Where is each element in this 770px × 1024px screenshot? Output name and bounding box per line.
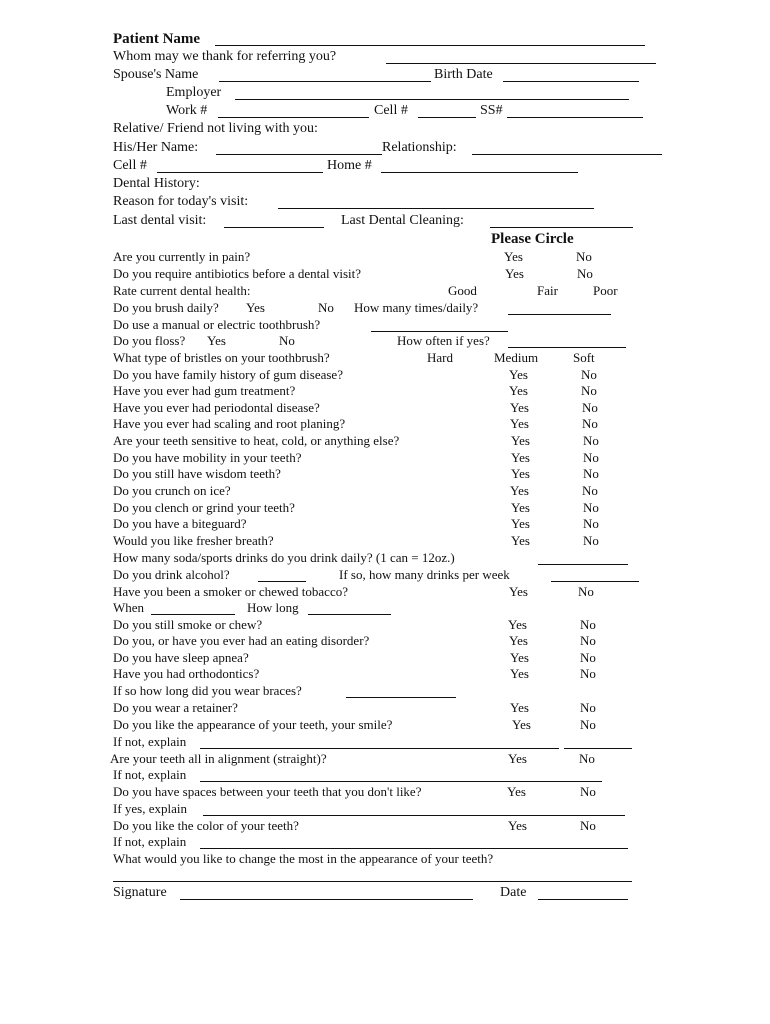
- question-floss: Do you floss?: [113, 333, 186, 348]
- still-smoke-yes-option[interactable]: Yes: [508, 617, 527, 632]
- retainer-yes-option[interactable]: Yes: [510, 700, 529, 715]
- patient-name-label: Patient Name: [113, 31, 201, 47]
- last-cleaning-label: Last Dental Cleaning:: [341, 213, 464, 228]
- question-clench: Do you clench or grind your teeth?: [113, 500, 295, 515]
- question-sensitive: Are your teeth sensitive to heat, cold, or anything else?: [113, 433, 400, 448]
- alignment-yes-option[interactable]: Yes: [508, 751, 527, 766]
- orthodontics-yes-option[interactable]: Yes: [510, 666, 529, 681]
- floss-often-field[interactable]: [508, 347, 626, 348]
- periodontal-yes-option[interactable]: Yes: [510, 400, 529, 415]
- still-smoke-no-option[interactable]: No: [580, 617, 596, 632]
- braces-field[interactable]: [346, 697, 456, 698]
- drinks-per-week-field[interactable]: [551, 581, 639, 582]
- work-number-field[interactable]: [218, 117, 369, 118]
- question-mobility: Do you have mobility in your teeth?: [113, 450, 302, 465]
- when-label: When: [113, 600, 145, 615]
- breath-yes-option[interactable]: Yes: [511, 533, 530, 548]
- his-her-row: [0, 139, 770, 159]
- dental-history-label: Dental History:: [113, 176, 200, 191]
- spaces-yes-option[interactable]: Yes: [507, 784, 526, 799]
- pain-no-option[interactable]: No: [576, 249, 592, 264]
- reason-field[interactable]: [278, 208, 594, 209]
- how-long-field[interactable]: [308, 614, 391, 615]
- employer-label: Employer: [166, 85, 222, 100]
- biteguard-no-option[interactable]: No: [583, 516, 599, 531]
- clench-yes-option[interactable]: Yes: [511, 500, 530, 515]
- his-her-name-label: His/Her Name:: [113, 140, 199, 155]
- floss-yes-option[interactable]: Yes: [207, 333, 226, 348]
- mobility-yes-option[interactable]: Yes: [511, 450, 530, 465]
- question-family-gum: Do you have family history of gum disease?: [113, 367, 343, 382]
- question-rate-health: Rate current dental health:: [113, 283, 251, 298]
- sensitive-yes-option[interactable]: Yes: [511, 433, 530, 448]
- appearance-explain-field[interactable]: [200, 748, 559, 749]
- employer-row: [0, 84, 770, 104]
- brush-times-field[interactable]: [508, 314, 611, 315]
- floss-no-option[interactable]: No: [279, 333, 295, 348]
- patient-name-field[interactable]: [215, 45, 645, 46]
- antibiotics-no-option[interactable]: No: [577, 266, 593, 281]
- wisdom-no-option[interactable]: No: [583, 466, 599, 481]
- how-long-label: How long: [247, 600, 299, 615]
- bristles-hard-option[interactable]: Hard: [427, 350, 453, 365]
- referral-field[interactable]: [386, 63, 656, 64]
- change-most-field[interactable]: [113, 881, 632, 882]
- eating-disorder-no-option[interactable]: No: [580, 633, 596, 648]
- relationship-label: Relationship:: [382, 140, 457, 155]
- scaling-no-option[interactable]: No: [582, 416, 598, 431]
- reason-label: Reason for today's visit:: [113, 194, 249, 209]
- his-her-name-field[interactable]: [216, 154, 382, 155]
- last-cleaning-field[interactable]: [490, 227, 633, 228]
- home-label: Home #: [327, 158, 372, 173]
- sleep-apnea-no-option[interactable]: No: [580, 650, 596, 665]
- signature-label: Signature: [113, 885, 167, 900]
- last-visit-row: [0, 212, 770, 232]
- relative-row: [0, 120, 770, 140]
- question-antibiotics: Do you require antibiotics before a dental visit?: [113, 266, 362, 281]
- spouse-name-label: Spouse's Name: [113, 67, 199, 82]
- breath-no-option[interactable]: No: [583, 533, 599, 548]
- question-orthodontics: Have you had orthodontics?: [113, 666, 260, 681]
- birth-date-label: Birth Date: [434, 67, 493, 82]
- question-periodontal: Have you ever had periodontal disease?: [113, 400, 320, 415]
- biteguard-yes-option[interactable]: Yes: [511, 516, 530, 531]
- smoker-yes-option[interactable]: Yes: [509, 584, 528, 599]
- bristles-soft-option[interactable]: Soft: [573, 350, 595, 365]
- health-poor-option[interactable]: Poor: [593, 283, 618, 298]
- appearance-explain-field-2[interactable]: [564, 748, 632, 749]
- health-good-option[interactable]: Good: [448, 283, 477, 298]
- soda-field[interactable]: [538, 564, 628, 565]
- color-no-option[interactable]: No: [580, 818, 596, 833]
- spouse-name-field[interactable]: [219, 81, 431, 82]
- smoker-no-option[interactable]: No: [578, 584, 594, 599]
- wisdom-yes-option[interactable]: Yes: [511, 466, 530, 481]
- question-how-often: How often if yes?: [397, 333, 490, 348]
- pain-yes-option[interactable]: Yes: [504, 249, 523, 264]
- signature-row: [0, 884, 770, 904]
- color-explain-field[interactable]: [200, 848, 628, 849]
- question-braces: If so how long did you wear braces?: [113, 683, 302, 698]
- family-gum-no-option[interactable]: No: [581, 367, 597, 382]
- question-soda: How many soda/sports drinks do you drink daily? (1 can = 12oz.): [113, 550, 455, 565]
- brush-yes-option[interactable]: Yes: [246, 300, 265, 315]
- alignment-no-option[interactable]: No: [579, 751, 595, 766]
- patient-name-row: [0, 30, 770, 50]
- ice-no-option[interactable]: No: [582, 483, 598, 498]
- periodontal-no-option[interactable]: No: [582, 400, 598, 415]
- question-smoker: Have you been a smoker or chewed tobacco?: [113, 584, 348, 599]
- cell-number-field[interactable]: [418, 117, 476, 118]
- please-circle-row: [0, 230, 770, 250]
- relationship-field[interactable]: [472, 154, 662, 155]
- work-row: [0, 102, 770, 122]
- work-number-label: Work #: [166, 103, 208, 118]
- color-yes-option[interactable]: Yes: [508, 818, 527, 833]
- question-appearance: Do you like the appearance of your teeth, your smile?: [113, 717, 393, 732]
- question-wisdom: Do you still have wisdom teeth?: [113, 466, 281, 481]
- question-manual-electric: Do use a manual or electric toothbrush?: [113, 317, 321, 332]
- retainer-no-option[interactable]: No: [580, 700, 596, 715]
- birth-date-field[interactable]: [503, 81, 639, 82]
- question-eating-disorder: Do you, or have you ever had an eating disorder?: [113, 633, 370, 648]
- date-field[interactable]: [538, 899, 628, 900]
- sensitive-no-option[interactable]: No: [583, 433, 599, 448]
- question-sleep-apnea: Do you have sleep apnea?: [113, 650, 249, 665]
- question-drinks-per-week: If so, how many drinks per week: [339, 567, 510, 582]
- gum-treatment-no-option[interactable]: No: [581, 383, 597, 398]
- question-how-many-times: How many times/daily?: [354, 300, 479, 315]
- alignment-explain-field[interactable]: [200, 781, 602, 782]
- question-ice: Do you crunch on ice?: [113, 483, 231, 498]
- appearance-yes-option[interactable]: Yes: [512, 717, 531, 732]
- when-field[interactable]: [151, 614, 235, 615]
- signature-field[interactable]: [180, 899, 473, 900]
- question-alcohol: Do you drink alcohol?: [113, 567, 230, 582]
- gum-treatment-yes-option[interactable]: Yes: [509, 383, 528, 398]
- question-color: Do you like the color of your teeth?: [113, 818, 299, 833]
- scaling-yes-option[interactable]: Yes: [510, 416, 529, 431]
- referral-label: Whom may we thank for referring you?: [113, 49, 337, 64]
- question-brush-daily: Do you brush daily?: [113, 300, 219, 315]
- question-bristles: What type of bristles on your toothbrush?: [113, 350, 330, 365]
- question-spaces: Do you have spaces between your teeth that you don't like?: [113, 784, 422, 799]
- if-not-explain-label: If not, explain: [113, 734, 187, 749]
- mobility-no-option[interactable]: No: [583, 450, 599, 465]
- eating-disorder-yes-option[interactable]: Yes: [509, 633, 528, 648]
- spaces-explain-field[interactable]: [203, 815, 625, 816]
- question-gum-treatment: Have you ever had gum treatment?: [113, 383, 296, 398]
- relative-friend-label: Relative/ Friend not living with you:: [113, 121, 318, 136]
- question-retainer: Do you wear a retainer?: [113, 700, 238, 715]
- antibiotics-yes-option[interactable]: Yes: [505, 266, 524, 281]
- ssn-label: SS#: [480, 103, 503, 118]
- sleep-apnea-yes-option[interactable]: Yes: [510, 650, 529, 665]
- dental-history-row: [0, 175, 770, 195]
- question-still-smoke: Do you still smoke or chew?: [113, 617, 263, 632]
- cell-2-field[interactable]: [157, 172, 323, 173]
- bristles-medium-option[interactable]: Medium: [494, 350, 539, 365]
- cell-2-label: Cell #: [113, 158, 147, 173]
- last-visit-field[interactable]: [224, 227, 324, 228]
- if-not-explain-label: If not, explain: [113, 834, 187, 849]
- please-circle-heading: Please Circle: [491, 231, 574, 247]
- if-yes-explain-label: If yes, explain: [113, 801, 188, 816]
- question-pain: Are you currently in pain?: [113, 249, 251, 264]
- alcohol-field[interactable]: [258, 581, 306, 582]
- cell-number-label: Cell #: [374, 103, 408, 118]
- question-biteguard: Do you have a biteguard?: [113, 516, 247, 531]
- referral-row: [0, 48, 770, 68]
- home-field[interactable]: [381, 172, 578, 173]
- reason-row: [0, 193, 770, 213]
- orthodontics-no-option[interactable]: No: [580, 666, 596, 681]
- question-change-most: What would you like to change the most in the appearance of your teeth?: [113, 851, 494, 866]
- ice-yes-option[interactable]: Yes: [510, 483, 529, 498]
- cell-home-row: [0, 157, 770, 177]
- spouse-row: [0, 66, 770, 86]
- question-alignment: Are your teeth all in alignment (straight)?: [110, 751, 327, 766]
- last-visit-label: Last dental visit:: [113, 213, 207, 228]
- family-gum-yes-option[interactable]: Yes: [509, 367, 528, 382]
- health-fair-option[interactable]: Fair: [537, 283, 558, 298]
- clench-no-option[interactable]: No: [583, 500, 599, 515]
- ssn-field[interactable]: [507, 117, 643, 118]
- employer-field[interactable]: [235, 99, 629, 100]
- question-scaling: Have you ever had scaling and root planing?: [113, 416, 346, 431]
- spaces-no-option[interactable]: No: [580, 784, 596, 799]
- brush-no-option[interactable]: No: [318, 300, 334, 315]
- question-fresher-breath: Would you like fresher breath?: [113, 533, 274, 548]
- if-not-explain-label: If not, explain: [113, 767, 187, 782]
- date-label: Date: [500, 885, 527, 900]
- appearance-no-option[interactable]: No: [580, 717, 596, 732]
